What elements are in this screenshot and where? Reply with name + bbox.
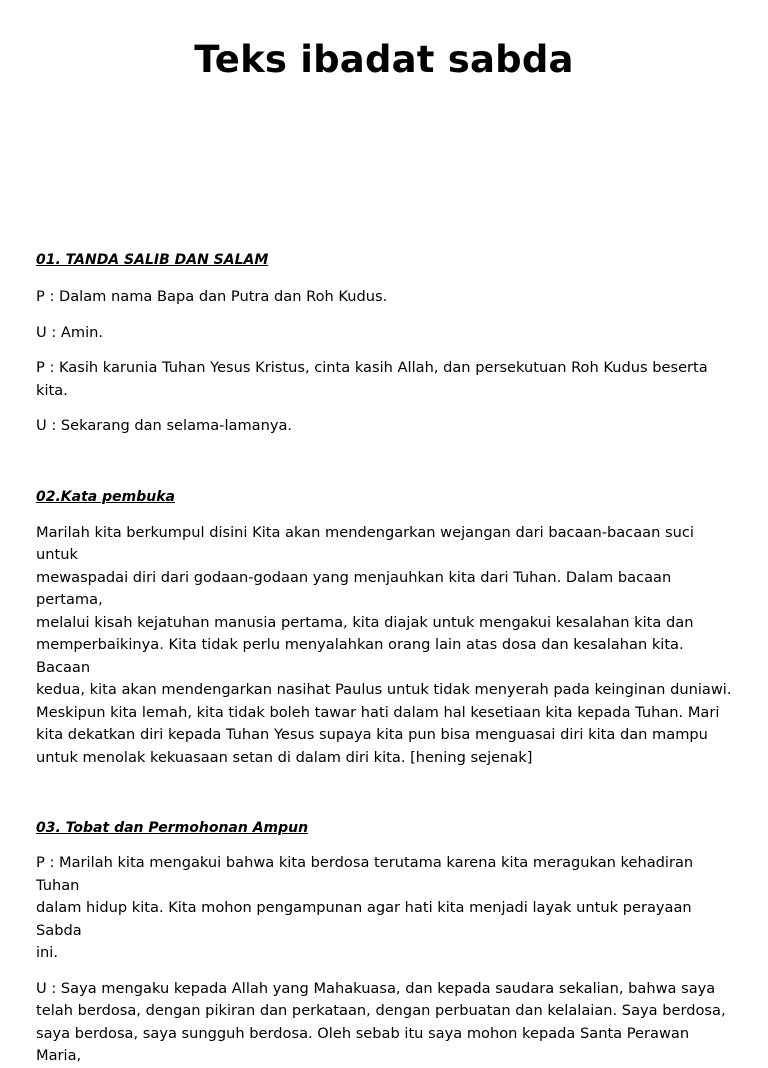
paragraph: P : Kasih karunia Tuhan Yesus Kristus, cinta kasih Allah, dan persekutuan Roh Kudus beserta kita. — [36, 359, 708, 399]
document-body — [36, 249, 736, 1068]
paragraph: P : Marilah kita mengakui bahwa kita berdosa terutama karena kita meragukan kehadiran Tuhan dalam hidup kita. Kita mohon pengampunan agar hati kita menjadi layak untuk perayaan Sabda ini. — [36, 854, 694, 961]
paragraph: Marilah kita berkumpul disini Kita akan mendengarkan wejangan dari bacaan-bacaan suci untuk mewaspadai diri dari godaan-godaan yang menjauhkan kita dari Tuhan. Dalam bacaan pertama, melalui kisah kejatuhan manusia pertama, kita diajak untuk mengakui kesalahan kita dan memperbaikinya. Kita tidak perlu menyalahkan orang lain atas dosa dan kesalahan kita. Bacaan kedua, kita akan mendengarkan nasihat Paulus untuk tidak menyerah pada keinginan duniawi. Meskipun kita lemah, kita tidak boleh tawar hati dalam hal kesetiaan kita kepada Tuhan. Mari kita dekatkan diri kepada Tuhan Yesus supaya kita pun bisa menguasai diri kita dan mampu untuk menolak kekuasaan setan di dalam diri kita. [hening sejenak] — [36, 523, 732, 766]
paragraph: U : Amin. — [36, 323, 104, 341]
section-heading: 03. Tobat dan Permohonan Ampun — [36, 820, 309, 836]
paragraph: U : Sekarang dan selama-lamanya. — [36, 417, 293, 434]
section-heading: 01. TANDA SALIB DAN SALAM — [36, 252, 269, 268]
section-tanda-salib — [36, 249, 736, 438]
paragraph: P : Dalam nama Bapa dan Putra dan Roh Kudus. — [36, 288, 388, 305]
section-heading: 02.Kata pembuka — [36, 488, 175, 505]
paragraph: U : Saya mengaku kepada Allah yang Mahakuasa, dan kepada saudara sekalian, bahwa saya telah berdosa, dengan pikiran dan perkataan, dengan perbuatan dan kelalaian. Saya berdosa, saya berdosa, saya sungguh berdosa. Oleh sebab itu saya mohon kepada Santa Perawan Maria, — [36, 979, 726, 1064]
section-tobat — [36, 817, 736, 1068]
document-title: Teks ibadat sabda — [194, 38, 574, 81]
section-kata-pembuka — [36, 486, 736, 770]
